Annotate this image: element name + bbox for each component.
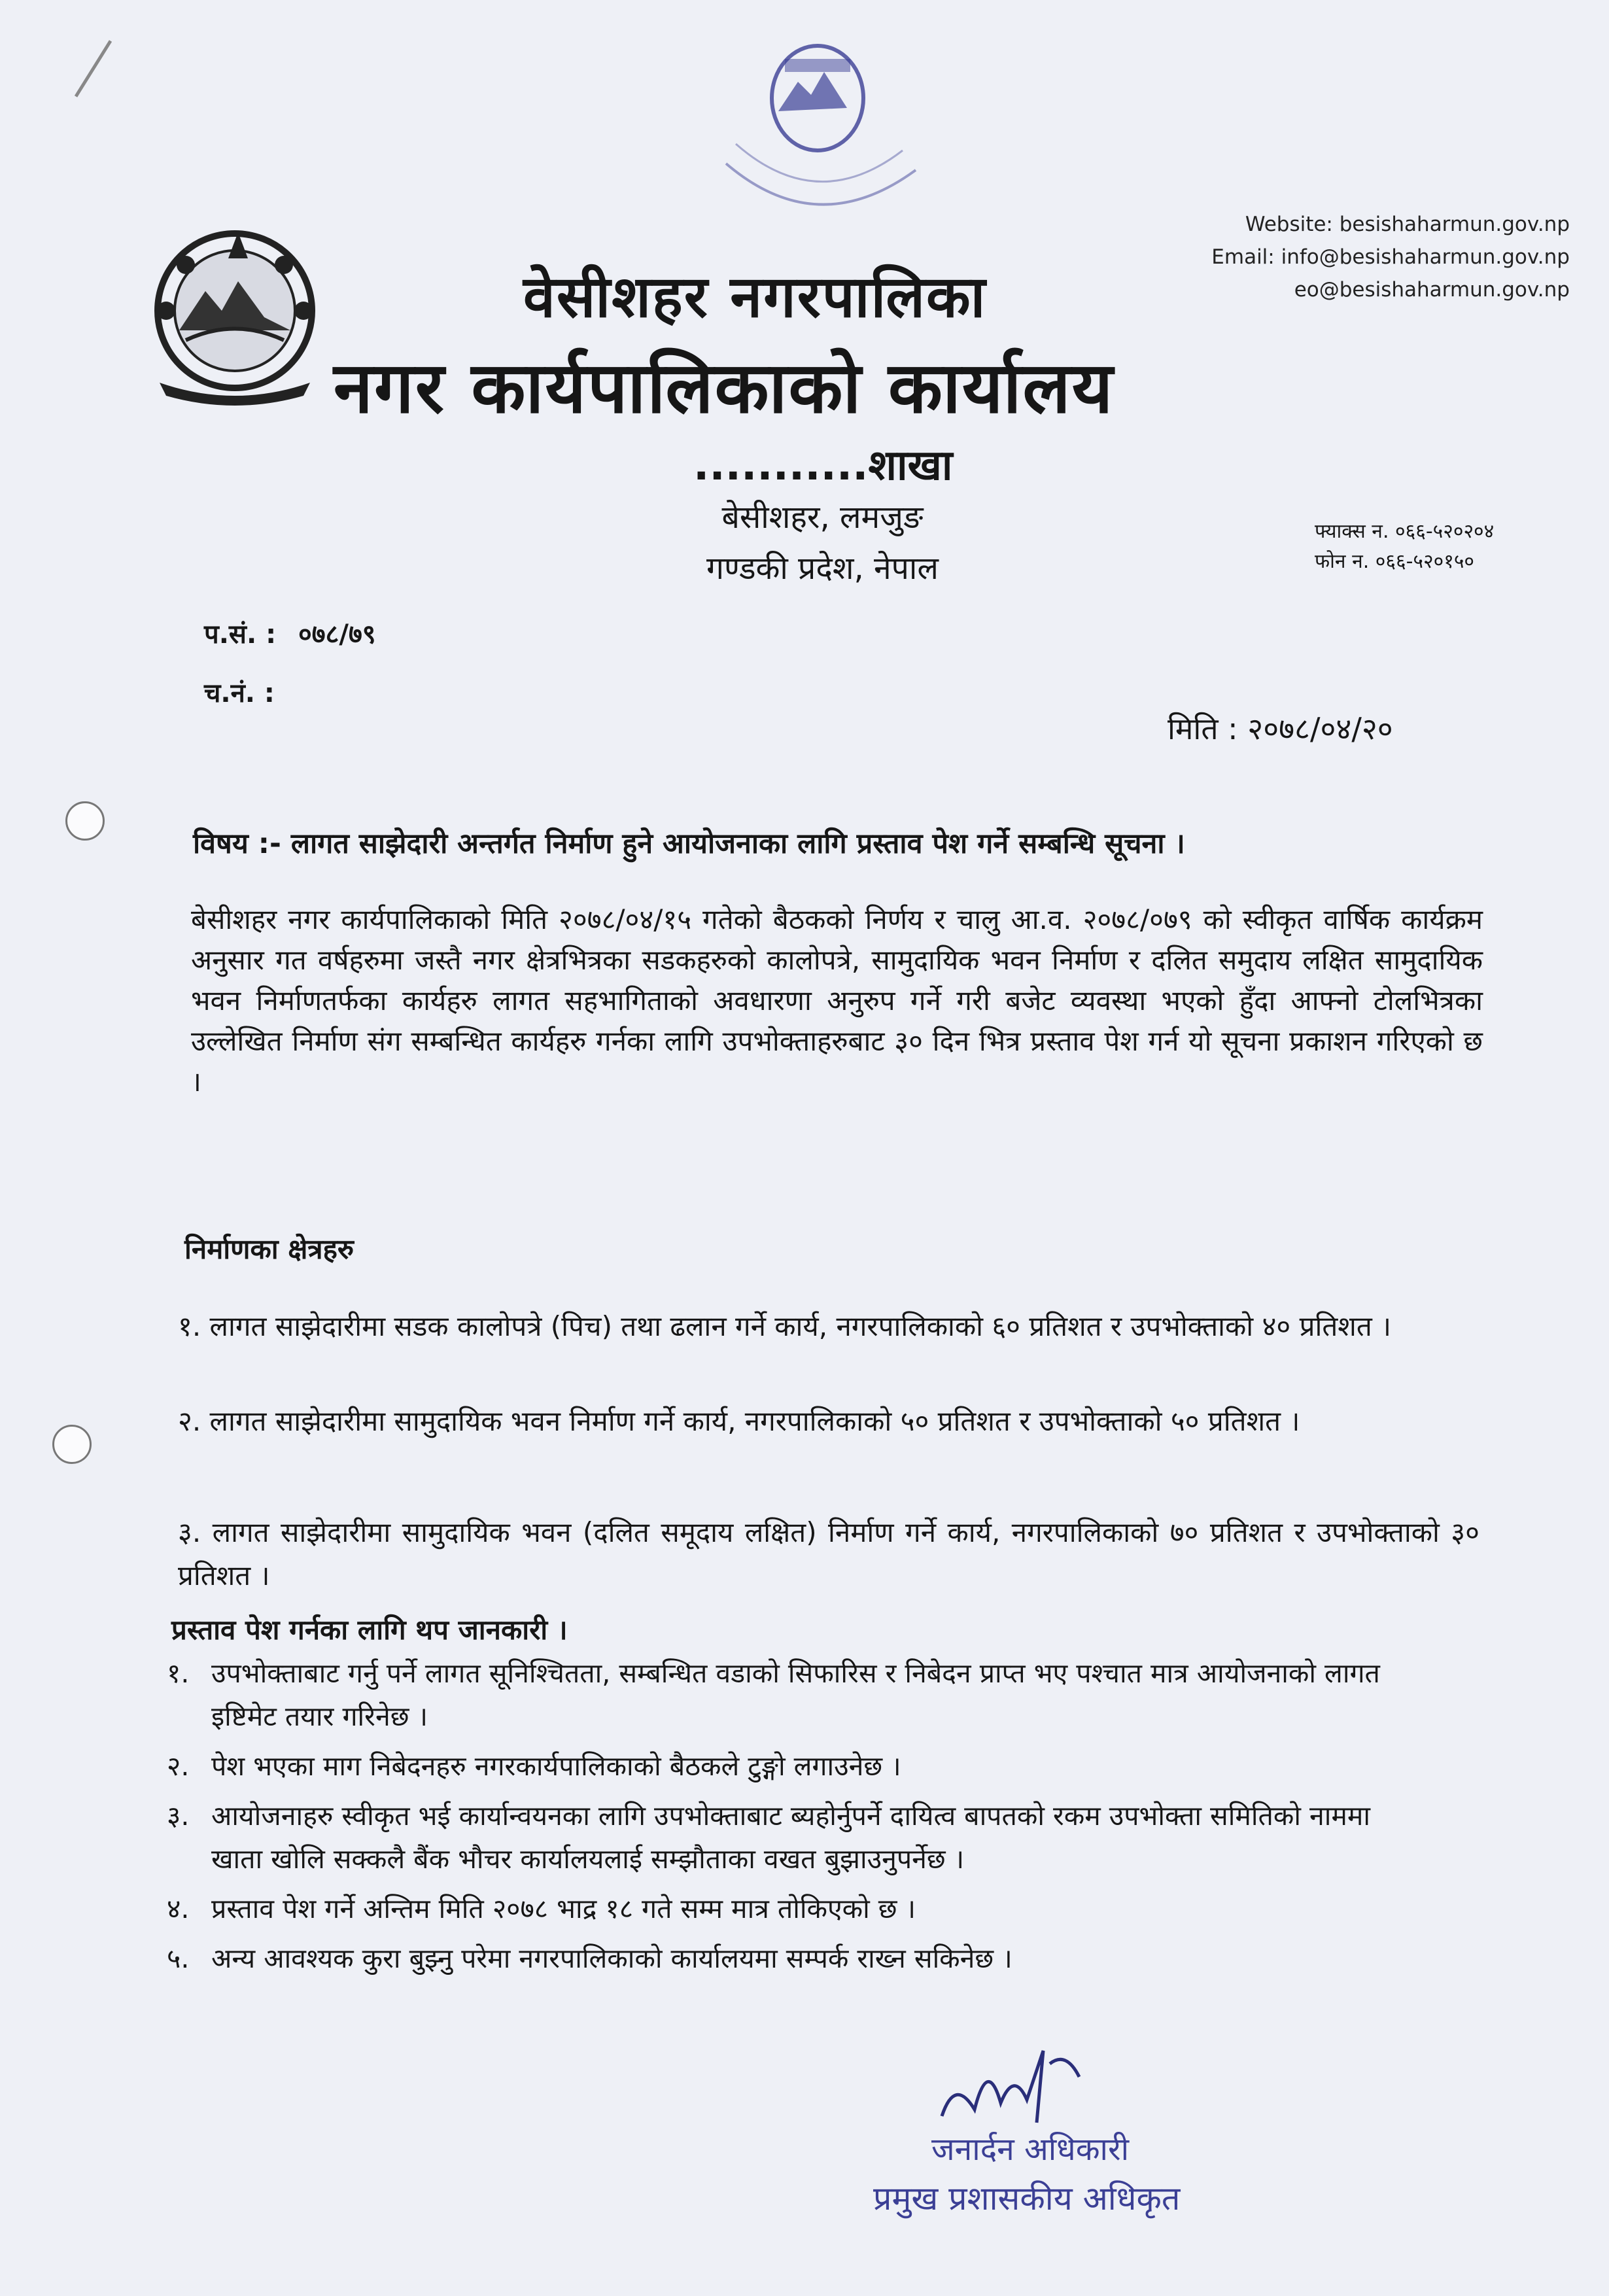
office-name: नगर कार्यपालिकाको कार्यालय <box>334 347 1115 429</box>
info-item-text: अन्य आवश्यक कुरा बुझ्नु परेमा नगरपालिकाको कार्यालयमा सम्पर्क राख्न सकिनेछ । <box>211 1943 1012 1974</box>
construction-item: १. लागत साझेदारीमा सडक कालोपत्रे (पिच) तथा ढलान गर्ने कार्य, नगरपालिकाको ६० प्रतिशत र उपभोक्ताको ४० प्रतिशत । <box>178 1310 1392 1342</box>
address-line-1: बेसीशहर, लमजुङ <box>721 499 924 536</box>
info-item-text: पेश भएका माग निबेदनहरु नगरकार्यपालिकाको बैठकले टुङ्गो लगाउनेछ । <box>211 1750 901 1782</box>
subject-line: विषय :- लागत साझेदारी अन्तर्गत निर्माण हुने आयोजनाका लागि प्रस्ताव पेश गर्ने सम्बन्धि सूचना । <box>193 827 1185 860</box>
org-name: वेसीशहर नगरपालिका <box>523 263 987 330</box>
info-item-number: २. <box>167 1750 190 1782</box>
info-list <box>167 1652 1410 1987</box>
info-item-text: प्रस्ताव पेश गर्ने अन्तिम मिति २०७८ भाद्र १८ गते सम्म मात्र तोकिएको छ । <box>211 1893 916 1924</box>
reference-number <box>204 615 376 651</box>
info-item-text: उपभोक्ताबाट गर्नु पर्ने लागत सूनिश्चितता, सम्बन्धित वडाको सिफारिस र निबेदन प्राप्त भए पश्चात मात्र आयोजनाको लागत इष्टिमेट तयार गरिनेछ । <box>211 1658 1380 1732</box>
info-item-number: ५. <box>167 1943 190 1974</box>
body-paragraph: बेसीशहर नगर कार्यपालिकाको मिति २०७८/०४/१५ गतेको बैठकको निर्णय र चालु आ.व. २०७८/०७९ को स्वीकृत वार्षिक कार्यक्रम अनुसार गत वर्षहरुमा जस्तै नगर क्षेत्रभित्रका सडकहरुको कालोपत्रे, सामुदायिक भवन निर्माण र दलित समुदाय लक्षित सामुदायिक भवन निर्माणतर्फका कार्यहरु लागत सहभागिताको अवधारणा अनुरुप गर्ने गरी बजेट व्यवस्था भएको हुँदा आफ्नो टोलभित्रका उल्लेखित निर्माण संग सम्बन्धित कार्यहरु गर्नका लागि उपभोक्ताहरुबाट ३० दिन भित्र प्रस्ताव पेश गर्न यो सूचना प्रकाशन गरिएको छ । <box>191 903 1483 1098</box>
info-item <box>167 1937 1410 1980</box>
info-heading: प्रस्ताव पेश गर्नका लागि थप जानकारी । <box>171 1614 568 1646</box>
fax-phone-block <box>1315 517 1494 577</box>
info-item-number: १. <box>167 1658 190 1689</box>
info-item-number: ४. <box>167 1893 190 1924</box>
construction-item: ३. लागत साझेदारीमा सामुदायिक भवन (दलित समूदाय लक्षित) निर्माण गर्ने कार्य, नगरपालिकाको ७० प्रतिशत र उपभोक्ताको ३० प्रतिशत । <box>178 1516 1479 1592</box>
phone-text: फोन न. ०६६-५२०१५० <box>1315 550 1475 573</box>
info-item <box>167 1887 1410 1930</box>
contact-block <box>1211 208 1570 306</box>
branch-name: ...........शाखा <box>693 442 953 490</box>
info-item <box>167 1745 1410 1788</box>
signature-scribble <box>929 2038 1099 2136</box>
info-item <box>167 1794 1410 1881</box>
reference-value: ०७८/७९ <box>298 619 376 650</box>
pen-mark <box>75 40 112 97</box>
address-line-2: गण्डकी प्रदेश, नेपाल <box>706 550 939 587</box>
punch-hole <box>65 801 105 841</box>
info-item-text: आयोजनाहरु स्वीकृत भई कार्यान्वयनका लागि उपभोक्ताबाट ब्यहोर्नुपर्ने दायित्व बापतको रकम उपभोक्ता समितिको नाममा खाता खोलि सक्कलै बैंक भौचर कार्यालयलाई सम्झौताका वखत बुझाउनुपर्नेछ । <box>211 1800 1370 1875</box>
punch-hole <box>52 1425 92 1464</box>
email-text: Email: info@besishaharmun.gov.np <box>1211 245 1570 269</box>
construction-item: २. लागत साझेदारीमा सामुदायिक भवन निर्माण गर्ने कार्य, नगरपालिकाको ५० प्रतिशत र उपभोक्ताको ५० प्रतिशत । <box>178 1405 1300 1437</box>
email-secondary-text: eo@besishaharmun.gov.np <box>1294 278 1570 302</box>
signer-title: प्रमुख प्रशासकीय अधिकृत <box>873 2180 1181 2218</box>
dispatch-label: च.नं. : <box>204 678 275 708</box>
fax-text: फ्याक्स न. ०६६-५२०२०४ <box>1315 520 1495 543</box>
dispatch-number <box>204 674 289 710</box>
construction-heading: निर्माणका क्षेत्रहरु <box>184 1233 355 1265</box>
notice-date: मिति : २०७८/०४/२० <box>1168 711 1393 746</box>
address <box>706 492 939 594</box>
municipality-stamp-icon <box>706 20 929 255</box>
reference-label: प.सं. : <box>204 619 277 650</box>
website-text: Website: besishaharmun.gov.np <box>1245 213 1570 236</box>
nepal-emblem-icon <box>140 219 330 409</box>
info-item <box>167 1652 1410 1738</box>
signer-name: जनार्दन अधिकारी <box>931 2131 1130 2168</box>
info-item-number: ३. <box>167 1800 190 1832</box>
